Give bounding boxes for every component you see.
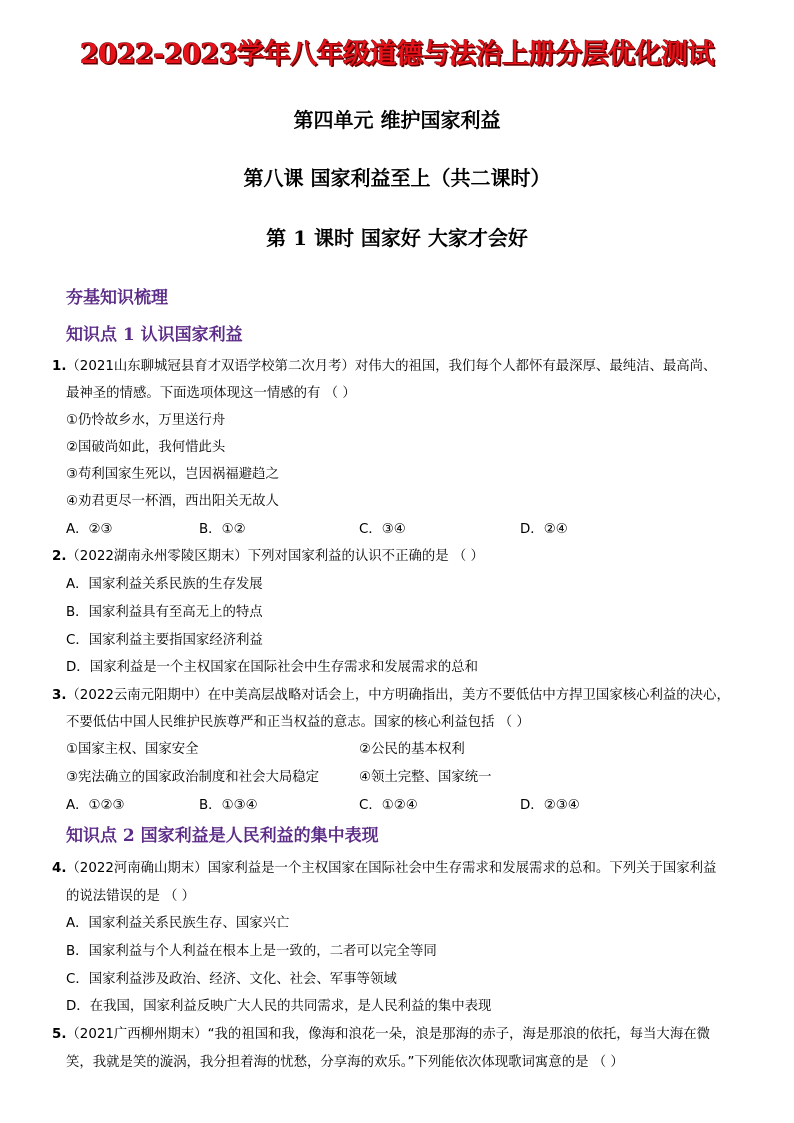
knowledge-point-2-heading: 知识点 2 国家利益是人民利益的集中表现 (66, 826, 379, 846)
document-title: 2022-2023学年八年级道德与法治上册分层优化测试 (80, 39, 714, 70)
unit-heading: 第四单元 维护国家利益 (293, 108, 501, 132)
section-heading: 夯基知识梳理 (66, 288, 168, 308)
answer-option: A．国家利益关系民族生存、国家兴亡 (66, 916, 290, 931)
statement-item: ③苟利国家生死以，岂因祸福避趋之 (66, 467, 279, 482)
answer-option: B．①③④ (199, 798, 258, 813)
question-number: 3. (52, 688, 67, 703)
answer-option: A．①②③ (66, 798, 125, 813)
answer-option: C．国家利益涉及政治、经济、文化、社会、军事等领域 (66, 972, 397, 987)
question-text: （2021广西柳州期末）“我的祖国和我，像海和浪花一朵，浪是那海的赤子，海是那浪的依托，每当大海在微 (66, 1027, 710, 1042)
question-4-continued: 的说法错误的是 （ ） (66, 889, 196, 904)
lesson-heading: 第八课 国家利益至上（共二课时） (243, 166, 551, 190)
question-number: 2. (52, 549, 67, 564)
statement-row (0, 738, 794, 756)
question-5 (52, 1023, 710, 1042)
answer-option: A．国家利益关系民族的生存发展 (66, 577, 263, 592)
answer-option: D．国家利益是一个主权国家在国际社会中生存需求和发展需求的总和 (66, 660, 479, 675)
answer-options-row (0, 794, 794, 812)
period-heading: 第 1 课时 国家好 大家才会好 (266, 226, 528, 250)
question-text: （2022湖南永州零陵区期末）下列对国家利益的认识不正确的是 （ ） (66, 549, 484, 564)
answer-option: D．②④ (520, 522, 568, 537)
question-1-continued: 最神圣的情感。下面选项体现这一情感的有 （ ） (66, 386, 356, 401)
answer-option: B．国家利益具有至高无上的特点 (66, 605, 263, 620)
question-3-continued: 不要低估中国人民维护民族尊严和正当权益的意志。国家的核心利益包括 （ ） (66, 715, 530, 730)
question-5-continued: 笑，我就是笑的漩涡，我分担着海的忧愁，分享海的欢乐。”下列能依次体现歌词寓意的是 （ ） (66, 1055, 624, 1070)
statement-row (0, 766, 794, 784)
question-text: （2021山东聊城冠县育才双语学校第二次月考）对伟大的祖国，我们每个人都怀有最深厚、最纯洁、最高尚、 (66, 359, 717, 374)
answer-option: D．②③④ (520, 798, 580, 813)
question-text: （2022河南确山期末）国家利益是一个主权国家在国际社会中生存需求和发展需求的总和。下列关于国家利益 (66, 861, 717, 876)
answer-options-row (0, 518, 794, 536)
answer-option: D．在我国，国家利益反映广大人民的共同需求，是人民利益的集中表现 (66, 999, 492, 1014)
statement-item: ④领土完整、国家统一 (359, 770, 492, 785)
question-3 (52, 684, 730, 703)
statement-item: ①国家主权、国家安全 (66, 742, 199, 757)
answer-option: A．②③ (66, 522, 113, 537)
statement-item: ②公民的基本权利 (359, 742, 465, 757)
question-1 (52, 355, 716, 374)
question-text: （2022云南元阳期中）在中美高层战略对话会上，中方明确指出，美方不要低估中方捍卫国家核心利益的决心， (66, 688, 730, 703)
statement-item: ②国破尚如此，我何惜此头 (66, 440, 226, 455)
question-number: 5. (52, 1027, 67, 1042)
question-4 (52, 857, 716, 876)
answer-option: B．国家利益与个人利益在根本上是一致的，二者可以完全等同 (66, 944, 437, 959)
question-number: 1. (52, 359, 67, 374)
answer-option: B．①② (199, 522, 246, 537)
answer-option: C．国家利益主要指国家经济利益 (66, 633, 263, 648)
question-number: 4. (52, 861, 67, 876)
knowledge-point-1-heading: 知识点 1 认识国家利益 (66, 325, 243, 345)
statement-item: ④劝君更尽一杯酒，西出阳关无故人 (66, 494, 279, 509)
answer-option: C．①②④ (359, 798, 418, 813)
answer-option: C．③④ (359, 522, 406, 537)
statement-item: ③宪法确立的国家政治制度和社会大局稳定 (66, 770, 320, 785)
question-2 (52, 545, 484, 564)
statement-item: ①仍怜故乡水，万里送行舟 (66, 413, 226, 428)
